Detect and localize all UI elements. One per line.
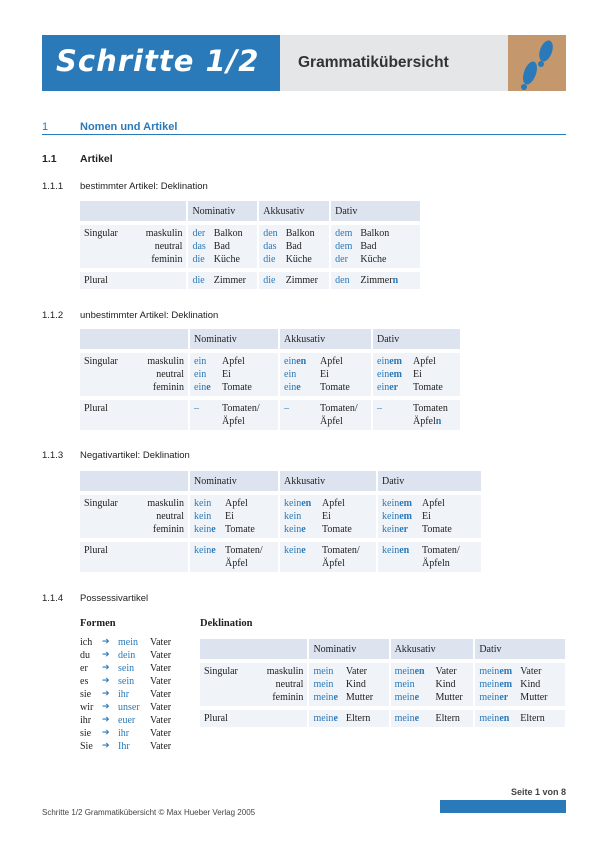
noun: Apfel xyxy=(225,498,248,509)
pronoun: Sie xyxy=(80,741,93,752)
arrow-icon: ➔ xyxy=(102,637,110,647)
pronoun: ich xyxy=(80,637,93,648)
article-stem: mein xyxy=(479,692,500,703)
noun: Ei xyxy=(422,511,431,522)
dash: – xyxy=(371,400,409,430)
article-stem: kein xyxy=(284,511,302,522)
possessive: euer xyxy=(118,715,136,726)
footer-bar xyxy=(440,800,566,813)
gender-label: neutral xyxy=(156,511,184,522)
noun: Tomaten/ xyxy=(320,403,358,414)
pronoun: es xyxy=(80,676,89,687)
possessive: sein xyxy=(118,676,135,687)
noun: Ei xyxy=(222,369,231,380)
article-stem: ein xyxy=(377,382,390,393)
noun: Äpfel xyxy=(320,416,343,427)
noun: Tomaten/ xyxy=(322,545,360,556)
noun: Kind xyxy=(345,679,366,690)
noun: Vater xyxy=(150,676,172,687)
row-label: Plural xyxy=(200,710,250,727)
gender-label: neutral xyxy=(275,679,304,690)
row-label: Singular xyxy=(80,353,130,396)
noun: Vater xyxy=(150,689,172,700)
article-stem: kein xyxy=(382,545,400,556)
noun: Zimmer xyxy=(282,272,329,289)
possessive-form-row xyxy=(80,649,190,662)
arrow-icon: ➔ xyxy=(102,663,110,673)
noun: Äpfel xyxy=(225,558,248,569)
article: die xyxy=(192,254,205,265)
subsubsection-number: 1.1.3 xyxy=(42,450,64,461)
article-stem: mein xyxy=(394,679,415,690)
noun: Ei xyxy=(320,369,329,380)
article: dem xyxy=(335,228,353,239)
noun: Äpfel xyxy=(222,416,245,427)
ending: er xyxy=(399,524,409,535)
noun: Tomaten/ xyxy=(422,545,460,556)
noun: Bad xyxy=(213,241,230,252)
row-label: Plural xyxy=(80,272,129,289)
possessive: Ihr xyxy=(118,741,130,752)
pronoun: ihr xyxy=(80,715,92,726)
noun: Zimmer xyxy=(210,272,257,289)
article-stem: mein xyxy=(479,713,500,724)
row-label: Plural xyxy=(80,542,130,572)
ending: em xyxy=(389,369,402,380)
noun: Tomaten/ xyxy=(222,403,260,414)
noun: Ei xyxy=(225,511,234,522)
arrow-icon: ➔ xyxy=(102,689,110,699)
noun: Mutter xyxy=(435,692,463,703)
article-stem: kein xyxy=(382,524,400,535)
article-stem: ein xyxy=(194,382,207,393)
article-stem: ein xyxy=(284,382,297,393)
possessive-form-row xyxy=(80,662,190,675)
noun: Mutter xyxy=(345,692,374,703)
article-stem: ein xyxy=(194,369,207,380)
noun: Apfel xyxy=(413,356,436,367)
noun: Vater xyxy=(520,666,542,677)
ending: en xyxy=(414,666,425,677)
ending: er xyxy=(499,692,509,703)
ending: er xyxy=(389,382,399,393)
noun: Apfel xyxy=(422,498,445,509)
subsection-number: 1.1 xyxy=(42,153,57,165)
possessive: dein xyxy=(118,650,136,661)
noun: Vater xyxy=(150,741,172,752)
definite-article-table xyxy=(80,201,420,289)
article-stem: kein xyxy=(194,545,212,556)
gender-label: maskulin xyxy=(147,498,184,509)
ending: em xyxy=(499,666,513,677)
ending: n xyxy=(392,275,399,286)
article-stem: mein xyxy=(313,692,334,703)
noun: Vater xyxy=(150,702,172,713)
noun: Küche xyxy=(285,254,312,265)
noun: Balkon xyxy=(285,228,315,239)
ending: e xyxy=(211,524,216,535)
article-stem: kein xyxy=(284,498,302,509)
article: das xyxy=(263,241,277,252)
article-stem: mein xyxy=(479,679,500,690)
article: die xyxy=(186,272,209,289)
arrow-icon: ➔ xyxy=(102,650,110,660)
ending: em xyxy=(389,356,402,367)
row-label: Singular xyxy=(80,225,129,268)
noun: Zimmer xyxy=(360,275,393,286)
col-header: Dativ xyxy=(371,329,460,349)
row-label: Singular xyxy=(200,663,250,706)
noun: Eltern xyxy=(516,710,565,727)
possessive-form-row xyxy=(80,727,190,740)
document-title: Schritte 1/2 xyxy=(56,44,260,78)
section-title: Nomen und Artikel xyxy=(80,121,178,133)
article: der xyxy=(192,228,206,239)
noun: Vater xyxy=(150,650,172,661)
gender-label: feminin xyxy=(152,524,184,535)
col-header: Nominativ xyxy=(188,471,278,491)
row-label: Plural xyxy=(80,400,130,430)
noun: Apfel xyxy=(322,498,345,509)
subsubsection-title: Negativartikel: Deklination xyxy=(80,450,190,461)
noun: Tomate xyxy=(225,524,255,535)
ending: en xyxy=(399,545,410,556)
noun: Mutter xyxy=(520,692,548,703)
possessive-article-table xyxy=(200,639,565,727)
col-header: Dativ xyxy=(473,639,565,659)
noun: Küche xyxy=(360,254,387,265)
ending: e xyxy=(414,713,420,724)
ending: e xyxy=(333,713,338,724)
subsubsection-title: Possessivartikel xyxy=(80,593,149,604)
noun: Vater xyxy=(345,666,367,677)
col-header: Dativ xyxy=(376,471,481,491)
document-subtitle: Grammatikübersicht xyxy=(298,54,449,71)
noun: Eltern xyxy=(342,710,389,727)
noun: Ei xyxy=(413,369,422,380)
arrow-icon: ➔ xyxy=(102,702,110,712)
subsubsection-number: 1.1.2 xyxy=(42,310,64,321)
dash: – xyxy=(278,400,316,430)
possessive: sein xyxy=(118,663,135,674)
pronoun: du xyxy=(80,650,90,661)
noun: Äpfeln xyxy=(422,558,450,569)
ending: e xyxy=(301,524,306,535)
article-stem: ein xyxy=(284,356,297,367)
col-header: Akkusativ xyxy=(257,201,329,221)
noun: Ei xyxy=(322,511,331,522)
pronoun: sie xyxy=(80,689,92,700)
possessive: unser xyxy=(118,702,140,713)
noun: Tomate xyxy=(322,524,352,535)
article-stem: mein xyxy=(394,713,415,724)
ending: e xyxy=(414,692,420,703)
formen-title: Formen xyxy=(80,618,116,629)
article-stem: kein xyxy=(284,524,302,535)
article-stem: ein xyxy=(377,369,390,380)
gender-label: maskulin xyxy=(145,228,183,239)
col-header: Nominativ xyxy=(307,639,388,659)
section-number: 1 xyxy=(42,121,49,133)
noun: Küche xyxy=(213,254,240,265)
ending: e xyxy=(206,382,211,393)
noun: Balkon xyxy=(213,228,243,239)
article-stem: kein xyxy=(194,524,212,535)
possessive: ihr xyxy=(118,689,130,700)
noun: Vater xyxy=(150,728,172,739)
gender-label: neutral xyxy=(154,241,183,252)
article-stem: kein xyxy=(382,511,400,522)
ending: n xyxy=(435,416,442,427)
pronoun: er xyxy=(80,663,88,674)
ending: en xyxy=(301,498,312,509)
noun: Apfel xyxy=(222,356,245,367)
possessive-form-row xyxy=(80,701,190,714)
possessive-form-row xyxy=(80,740,190,753)
ending: e xyxy=(301,545,306,556)
possessive-form-row xyxy=(80,688,190,701)
possessive: ihr xyxy=(118,728,130,739)
article: der xyxy=(335,254,348,265)
ending: em xyxy=(399,498,412,509)
possessive: mein xyxy=(118,637,138,648)
col-header: Dativ xyxy=(329,201,420,221)
gender-label: feminin xyxy=(272,692,304,703)
noun: Kind xyxy=(520,679,541,690)
arrow-icon: ➔ xyxy=(102,728,110,738)
noun: Bad xyxy=(360,241,377,252)
article-stem: kein xyxy=(194,498,212,509)
noun: Tomate xyxy=(413,382,443,393)
indefinite-article-table xyxy=(80,329,460,430)
noun: Tomaten/ xyxy=(225,545,263,556)
noun: Vater xyxy=(150,715,172,726)
dash: – xyxy=(188,400,218,430)
article-stem: ein xyxy=(377,356,390,367)
noun: Vater xyxy=(435,666,457,677)
pronoun: wir xyxy=(80,702,94,713)
row-label: Singular xyxy=(80,495,130,538)
col-header: Akkusativ xyxy=(278,471,376,491)
subsubsection-number: 1.1.4 xyxy=(42,593,64,604)
article-stem: mein xyxy=(479,666,500,677)
noun: Bad xyxy=(285,241,302,252)
article-stem: ein xyxy=(284,369,297,380)
article: das xyxy=(192,241,206,252)
arrow-icon: ➔ xyxy=(102,715,110,725)
article-stem: mein xyxy=(394,666,415,677)
gender-label: maskulin xyxy=(147,356,184,367)
ending: e xyxy=(296,382,301,393)
article: die xyxy=(257,272,281,289)
article-stem: kein xyxy=(284,545,302,556)
gender-label: feminin xyxy=(152,382,184,393)
noun: Vater xyxy=(150,663,172,674)
col-header: Akkusativ xyxy=(278,329,371,349)
arrow-icon: ➔ xyxy=(102,741,110,751)
pronoun: sie xyxy=(80,728,92,739)
noun: Apfel xyxy=(320,356,343,367)
noun: Tomaten xyxy=(413,403,448,414)
possessive-form-row xyxy=(80,636,190,649)
col-header: Akkusativ xyxy=(389,639,474,659)
article-stem: ein xyxy=(194,356,207,367)
noun: Tomate xyxy=(222,382,252,393)
article-stem: mein xyxy=(394,692,415,703)
gender-label: neutral xyxy=(156,369,184,380)
subsubsection-number: 1.1.1 xyxy=(42,181,64,192)
noun: Äpfel xyxy=(413,416,436,427)
noun: Tomate xyxy=(422,524,452,535)
gender-label: maskulin xyxy=(266,666,304,677)
article-stem: mein xyxy=(313,679,334,690)
col-header: Nominativ xyxy=(186,201,257,221)
negative-article-table xyxy=(80,471,481,572)
article-stem: kein xyxy=(194,511,212,522)
page-number: Seite 1 von 8 xyxy=(510,787,566,797)
subsubsection-title: bestimmter Artikel: Deklination xyxy=(80,181,208,192)
section-rule xyxy=(42,134,566,135)
possessive-forms-list xyxy=(80,636,190,753)
noun: Tomate xyxy=(320,382,350,393)
ending: em xyxy=(399,511,412,522)
arrow-icon: ➔ xyxy=(102,676,110,686)
subsection-title: Artikel xyxy=(80,153,113,165)
gender-label: feminin xyxy=(151,254,183,265)
article: dem xyxy=(335,241,353,252)
ending: em xyxy=(499,679,513,690)
possessive-form-row xyxy=(80,675,190,688)
noun: Kind xyxy=(435,679,456,690)
col-header: Nominativ xyxy=(188,329,278,349)
noun: Eltern xyxy=(432,710,474,727)
ending: e xyxy=(211,545,216,556)
article: den xyxy=(329,272,356,289)
noun: Äpfel xyxy=(322,558,345,569)
ending: en xyxy=(296,356,307,367)
ending: en xyxy=(499,713,510,724)
noun: Vater xyxy=(150,637,172,648)
article-stem: mein xyxy=(313,713,334,724)
noun: Balkon xyxy=(360,228,390,239)
subsubsection-title: unbestimmter Artikel: Deklination xyxy=(80,310,219,321)
possessive-form-row xyxy=(80,714,190,727)
article-stem: kein xyxy=(382,498,400,509)
ending: e xyxy=(333,692,338,703)
article: den xyxy=(263,228,278,239)
article: die xyxy=(263,254,276,265)
footprints-image xyxy=(508,35,566,91)
copyright: Schritte 1/2 Grammatikübersicht © Max Hueber Verlag 2005 xyxy=(42,808,256,817)
deklination-title: Deklination xyxy=(200,618,253,629)
article-stem: mein xyxy=(313,666,334,677)
